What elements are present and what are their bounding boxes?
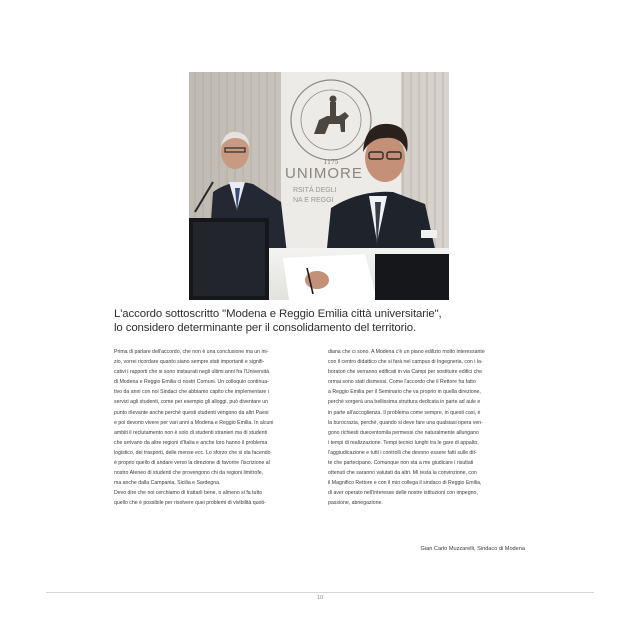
text-line: di Modena e Reggio Emilia ci nostri Comuni. Un colloquio continua- (114, 379, 269, 386)
text-line: è proprio quello di andare verso la direzione di favorire l'iscrizione al (114, 460, 270, 467)
text-line: in parte all'accoglienza. Il problema come sempre, in questi casi, è (328, 409, 481, 416)
text-line: zio, vorrei ricordare quanto siano sempre stati importanti e signifi- (114, 359, 265, 366)
text-line: servizi agli studenti, come per esempio gli alloggi, può diventare un (114, 399, 268, 406)
text-line: cativi i rapporti che si sono instaurati negli ultimi anni fra l'Università (114, 369, 269, 376)
footer-divider (46, 592, 594, 593)
text-line: ambiti il reclutamento non è solo di studenti stranieri ma di studenti (114, 429, 268, 436)
text-line: gono richiesti duecentomila permessi che naturalmente allungano (328, 429, 479, 436)
banner-brand: UNIMORE (285, 165, 363, 182)
text-line: l'aggiudicazione e tutti i controlli che devono essere fatti sulle dit- (328, 449, 477, 456)
text-line: con il centro didattico che si farà nel campus di Ingegneria, con i la- (328, 359, 483, 366)
article-column-right (328, 347, 543, 509)
text-line: ma anche dalla Campania, Sicilia e Sardegna. (114, 480, 221, 487)
text-line: i tempi di realizzazione. Tempi tecnici lunghi tra le gare di appalto, (328, 439, 479, 446)
text-line: tivo da anni con noi Sindaci che abbiamo capito che implementare i (114, 389, 269, 396)
text-line: punto rilevante anche perché questi studenti vengono da altri Paesi (114, 409, 269, 416)
paragraph (114, 347, 329, 488)
text-line: e poi devono vivere per vari anni a Modena e Reggio Emilia. In alcuni (114, 419, 274, 426)
text-line: nostro Ateneo di studenti che provengono chi da regioni limitrofe, (114, 470, 264, 477)
article-headline (114, 307, 534, 335)
headline-line: lo considero determinante per il consolidamento del territorio. (114, 322, 417, 334)
article-column-left (114, 347, 329, 509)
text-line: il Magnifico Rettore e con il mio collega il sindaco di Reggio Emilia, (328, 480, 482, 487)
text-line: diana che ci sono. A Modena c'è un piano edilizio molto interessante (328, 349, 485, 355)
banner-subtitle-1: RSITÀ DEGLI (293, 187, 337, 194)
text-line: boratori che verranno edificati in via Campi per sostituire edifici che (328, 369, 482, 376)
text-line: logistico, dei trasporti, delle mense ecc. Lo sforzo che si sta facendo (114, 449, 271, 456)
article-signature: Gian Carlo Muzzarelli, Sindaco di Modena (420, 546, 525, 552)
text-line: a Reggio Emilia per il Seminario che va proprio in quella direzione, (328, 389, 481, 396)
page-number: 10 (316, 595, 324, 601)
text-line: quello che è possibile per risolvere quei problemi di vivibilità quoti- (114, 500, 266, 507)
emblem-year: 1175 (323, 159, 339, 166)
text-line: Devo dire che noi cerchiamo di trattarli bene, o almeno si fa tutto (114, 490, 263, 497)
headline-line: L'accordo sottoscritto "Modena e Reggio Emilia città universitarie", (114, 308, 442, 320)
text-line: te che partecipano. Comunque non sta a me giudicare i risultati (328, 460, 474, 467)
text-line: la burocrazia, perché, quando si deve fare una qualsiasi opera ven- (328, 419, 483, 426)
text-line: di aver operato nell'interesse delle nostre istituzioni con impegno, (328, 490, 478, 497)
text-line: che arrivano da altre regioni d'Italia e anche loro hanno il problema (114, 439, 268, 446)
article-photo (189, 72, 449, 300)
text-line: ormai sono stati dismessi. Come l'accordo che il Rettore ha fatto (328, 379, 476, 386)
text-line: Prima di parlare dell'accordo, che non è una conclusione ma un ini- (114, 349, 269, 355)
text-line: perché sorgerà una bellissima struttura dedicata in parte ad aule e (328, 399, 481, 406)
banner-subtitle-2: NA E REGGI (293, 197, 334, 204)
text-line: passione, abnegazione. (328, 500, 383, 507)
paragraph (328, 347, 543, 509)
paragraph (114, 488, 329, 508)
text-line: ottenuti che saranno valutati da altri. Mi resta la convinzione, con (328, 470, 477, 477)
